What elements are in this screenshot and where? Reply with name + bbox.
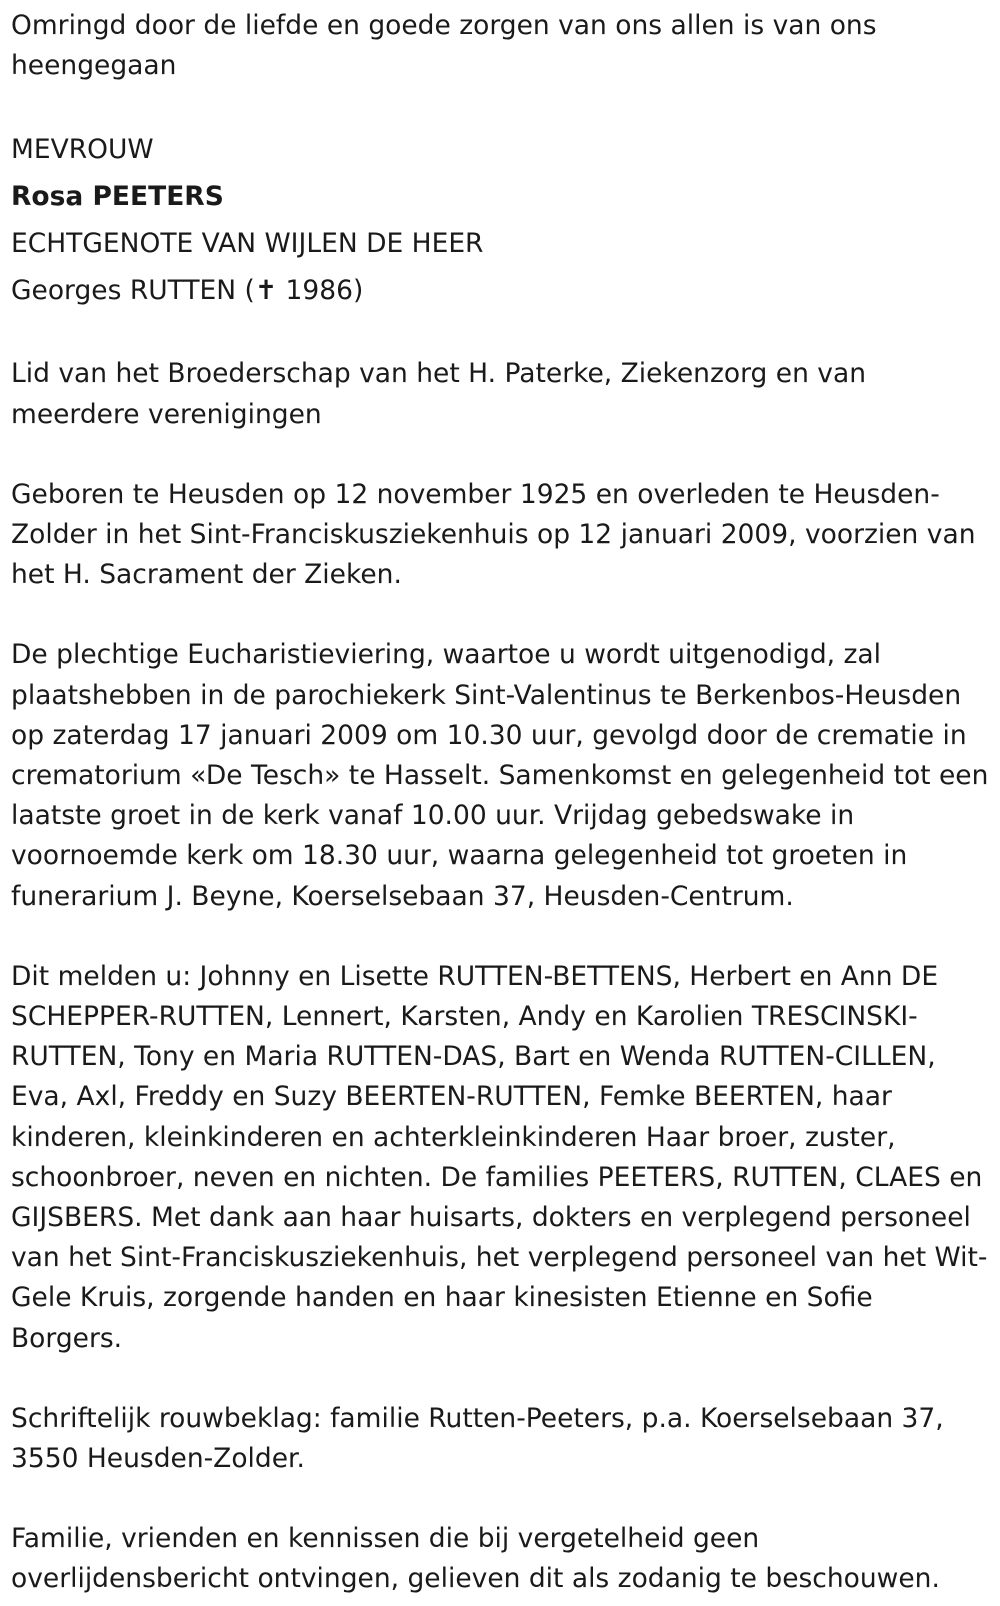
deceased-name: Rosa PEETERS xyxy=(11,181,224,213)
spacer xyxy=(11,1359,990,1399)
honorific-title: MEVROUW xyxy=(11,134,154,166)
relation-text: ECHTGENOTE VAN WIJLEN DE HEER xyxy=(11,228,484,260)
spacer xyxy=(11,86,990,126)
condolences-text: Schriftelijk rouwbeklag: familie Rutten-Peeters, p.a. Koerselsebaan 37, 3550 Heusden-Zolder. xyxy=(11,1402,944,1475)
spacer xyxy=(11,1479,990,1519)
spacer xyxy=(11,314,990,354)
spouse-name: Georges RUTTEN (✝ 1986) xyxy=(11,275,364,307)
ceremony-text: De plechtige Eucharistieviering, waartoe u wordt uitgenodigd, zal plaatshebben in de parochiekerk Sint-Valentinus te Berkenbos-Heusden op zaterdag 17 januari 2009 om 10.30 uur, gevolgd door de crematie in crematorium «De Tesch» te Hasselt. Samenkomst en gelegenheid tot een laatste groet in de kerk vanaf 10.00 uur. Vrijdag gebedswake in voornoemde kerk om 18.30 uur, waarna gelegenheid tot groeten in funerarium J. Beyne, Koerselsebaan 37, Heusden-Centrum. xyxy=(11,639,989,912)
birth-death-text: Geboren te Heusden op 12 november 1925 en overleden te Heusden-Zolder in het Sint-Franciskusziekenhuis op 12 januari 2009, voorzien van het H. Sacrament der Zieken. xyxy=(11,478,976,591)
announcement-text: Dit melden u: Johnny en Lisette RUTTEN-BETTENS, Herbert en Ann DE SCHEPPER-RUTTEN, Lennert, Karsten, Andy en Karolien TRESCINSKI-RUTTEN, Tony en Maria RUTTEN-DAS, Bart en Wenda RUTTEN-CILLEN, Eva, Axl, Freddy en Suzy BEERTEN-RUTTEN, Femke BEERTEN, haar kinderen, kleinkinderen en achterkleinkinderen Haar broer, zuster, schoonbroer, neven en nichten. De families PEETERS, RUTTEN, CLAES en GIJSBERS. Met dank aan haar huisarts, dokters en verplegend personeel van het Sint-Franciskusziekenhuis, het verplegend personeel van het Wit-Gele Kruis, zorgende handen en haar kinesisten Etienne en Sofie Borgers. xyxy=(11,960,988,1354)
membership-text: Lid van het Broederschap van het H. Paterke, Ziekenzorg en van meerdere verenigingen xyxy=(11,358,867,430)
intro-text: Omringd door de liefde en goede zorgen van ons allen is van ons heengegaan xyxy=(11,10,877,82)
closing-text: Familie, vrienden en kennissen die bij vergetelheid geen overlijdensbericht ontvingen, gelieven dit als zodanig te beschouwen. xyxy=(11,1523,940,1595)
spacer xyxy=(11,595,990,635)
spacer xyxy=(11,917,990,957)
spacer xyxy=(11,435,990,475)
